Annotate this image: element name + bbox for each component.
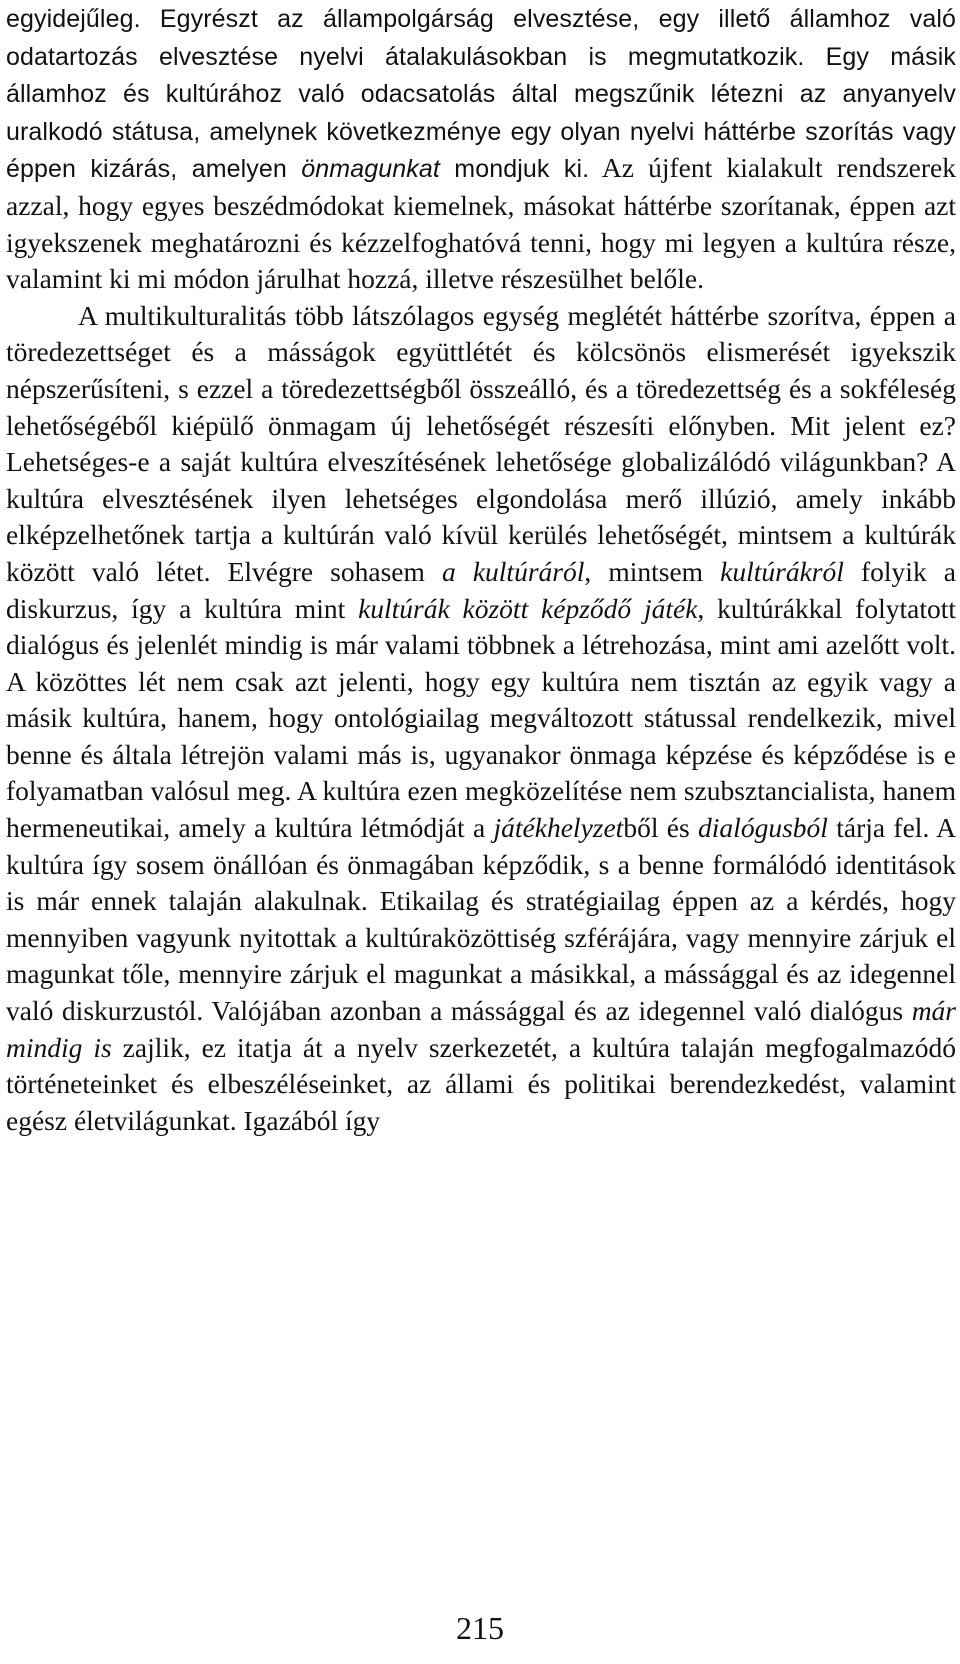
paragraph-2-text-e: ből és [623, 812, 699, 844]
paragraph-2-text-b: , mintsem [584, 555, 721, 587]
document-page [6, 0, 956, 1139]
paragraph-2-italic-b: kultúrákról [720, 555, 844, 587]
paragraph-2-italic-e: dialógusból [698, 812, 828, 844]
paragraph-2 [6, 298, 956, 1140]
paragraph-1-text-b: mondjuk ki. [439, 155, 590, 184]
paragraph-2-italic-f: már mindig is [6, 995, 956, 1063]
paragraph-1 [6, 0, 956, 298]
paragraph-2-text-a: A multikulturalitás több látszólagos egység meglétét háttérbe szorítva, éppen a töredezettséget és a másságok együttlétét és kölcsönös elismerését igyekszik népszerűsíteni, s ezzel a töredezettségből összeálló, és a töredezettség és a sokféleség lehetőségéből kiépülő önmagam új lehetőségét részesíti előnyben. Mit jelent ez? Lehetséges-e a saját kultúra elveszítésének lehetősége globalizálódó világunkban? A kultúra elvesztésének ilyen lehetséges elgondolása merő illúzió, amely inkább elképzelhetőnek tartja a kultúrán való kívül kerülés lehetőségét, mintsem a kultúrák között való létet. Elvégre sohasem [6, 299, 956, 587]
paragraph-2-italic-d: játékhelyzet [493, 812, 624, 844]
paragraph-2-text-d: , kultúrákkal folytatott dialógus és jelenlét mindig is már valami többnek a létrehozása, mint ami azelőtt volt. A közöttes lét nem csak azt jelenti, hogy egy kultúra nem tisztán az egyik vagy a másik kultúra, hanem, hogy ontológiailag megváltozott státussal rendelkezik, mivel benne és általa létrejön valami más is, ugyanakor önmaga képzése és képződése is e folyamatban valósul meg. A kultúra ezen megközelítése nem szubsztancialista, hanem hermeneutikai, amely a kultúra létmódját a [6, 592, 956, 844]
paragraph-1-italic-a: önmagunkat [301, 155, 440, 184]
paragraph-2-italic-a: a kultúráról [441, 555, 585, 587]
paragraph-2-text-g: zajlik, ez itatja át a nyelv szerkezetét, a kultúra talaján megfogalmazódó történeteinket és elbeszéléseinket, az állami és politikai berendezkedést, valamint egész életvilágunkat. Igazából így [6, 1031, 956, 1136]
paragraph-2-text-c: folyik a diskurzus, így a kultúra mint [6, 555, 956, 624]
paragraph-1-text-c: Az újfent kialakult rendszerek azzal, hogy egyes beszédmódokat kiemelnek, másokat háttérbe szorítanak, éppen azt igyekszenek meghatározni és kézzelfoghatóvá tenni, hogy mi legyen a kultúra része, valamint ki mi módon járulhat hozzá, illetve részesülhet belőle. [6, 152, 956, 295]
page-number: 215 [456, 1610, 504, 1646]
paragraph-1-text-a: egyidejűleg. Egyrészt az állampolgárság elvesztése, egy illető államhoz való odatartozás elvesztése nyelvi átalakulásokban is megmutatkozik. Egy másik államhoz és kultúrához való odacsatolás által megszűnik létezni az anyanyelv uralkodó státusa, amelynek következménye egy olyan nyelvi háttérbe szorítás vagy éppen kizárás, amelyen [6, 5, 956, 184]
paragraph-2-text-f: tárja fel. A kultúra így sosem önállóan és önmagában képződik, s a benne formálódó identitások is már ennek talaján alakulnak. Etikailag és stratégiailag éppen az a kérdés, hogy mennyiben vagyunk nyitottak a kultúraközöttiség szférájára, vagy mennyire zárjuk el magunkat tőle, mennyire zárjuk el magunkat a másikkal, a mássággal és az idegennel való diskurzustól. Valójában azonban a mássággal és az idegennel való dialógus [6, 812, 956, 1027]
paragraph-2-italic-c: kultúrák között képződő játék [358, 592, 698, 624]
